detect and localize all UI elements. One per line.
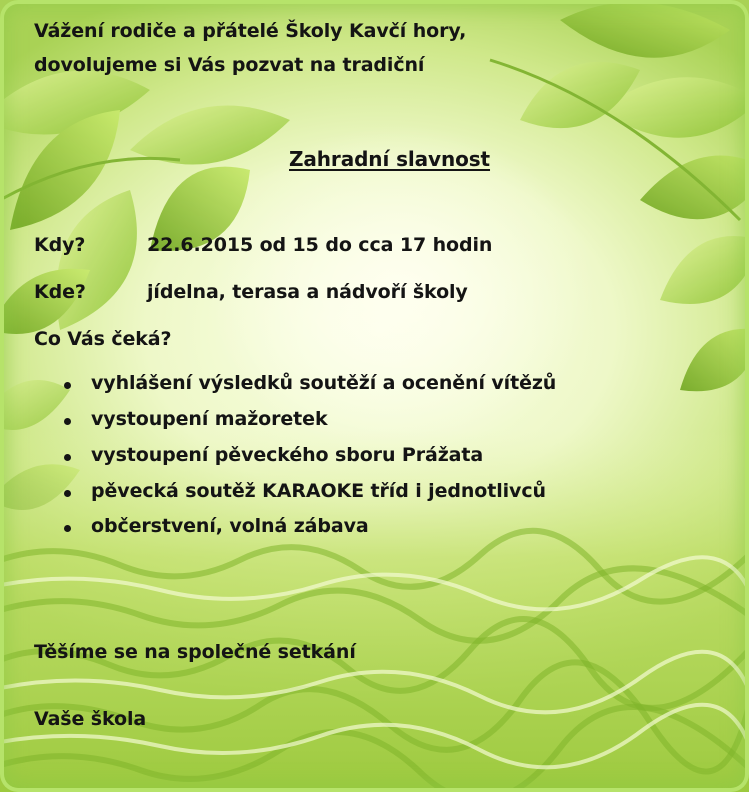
signature-text: Vaše škola — [34, 708, 147, 730]
bullet-icon — [64, 418, 71, 425]
where-value: jídelna, terasa a nádvoří školy — [147, 281, 468, 303]
event-title: Zahradní slavnost — [289, 147, 491, 171]
program-item-label: vystoupení mažoretek — [91, 408, 328, 430]
program-item-label: občerstvení, volná zábava — [91, 515, 369, 537]
closing-text: Těšíme se na společné setkání — [34, 641, 356, 663]
greeting-line-1: Vážení rodiče a přátelé Školy Kavčí hory, — [34, 20, 467, 42]
where-label: Kde? — [34, 281, 86, 303]
bullet-icon — [64, 454, 71, 461]
program-item-label: pěvecká soutěž KARAOKE tříd i jednotlivců — [91, 480, 546, 502]
program-item-label: vyhlášení výsledků soutěží a ocenění vítězů — [91, 372, 557, 394]
greeting-line-2: dovolujeme si Vás pozvat na tradiční — [34, 54, 425, 76]
bullet-icon — [64, 382, 71, 389]
bullet-icon — [64, 525, 71, 532]
bullet-icon — [64, 490, 71, 497]
program-item-label: vystoupení pěveckého sboru Prážata — [91, 444, 484, 466]
when-value: 22.6.2015 od 15 do cca 17 hodin — [147, 234, 493, 256]
program-heading: Co Vás čeká? — [34, 328, 172, 350]
when-label: Kdy? — [34, 234, 86, 256]
